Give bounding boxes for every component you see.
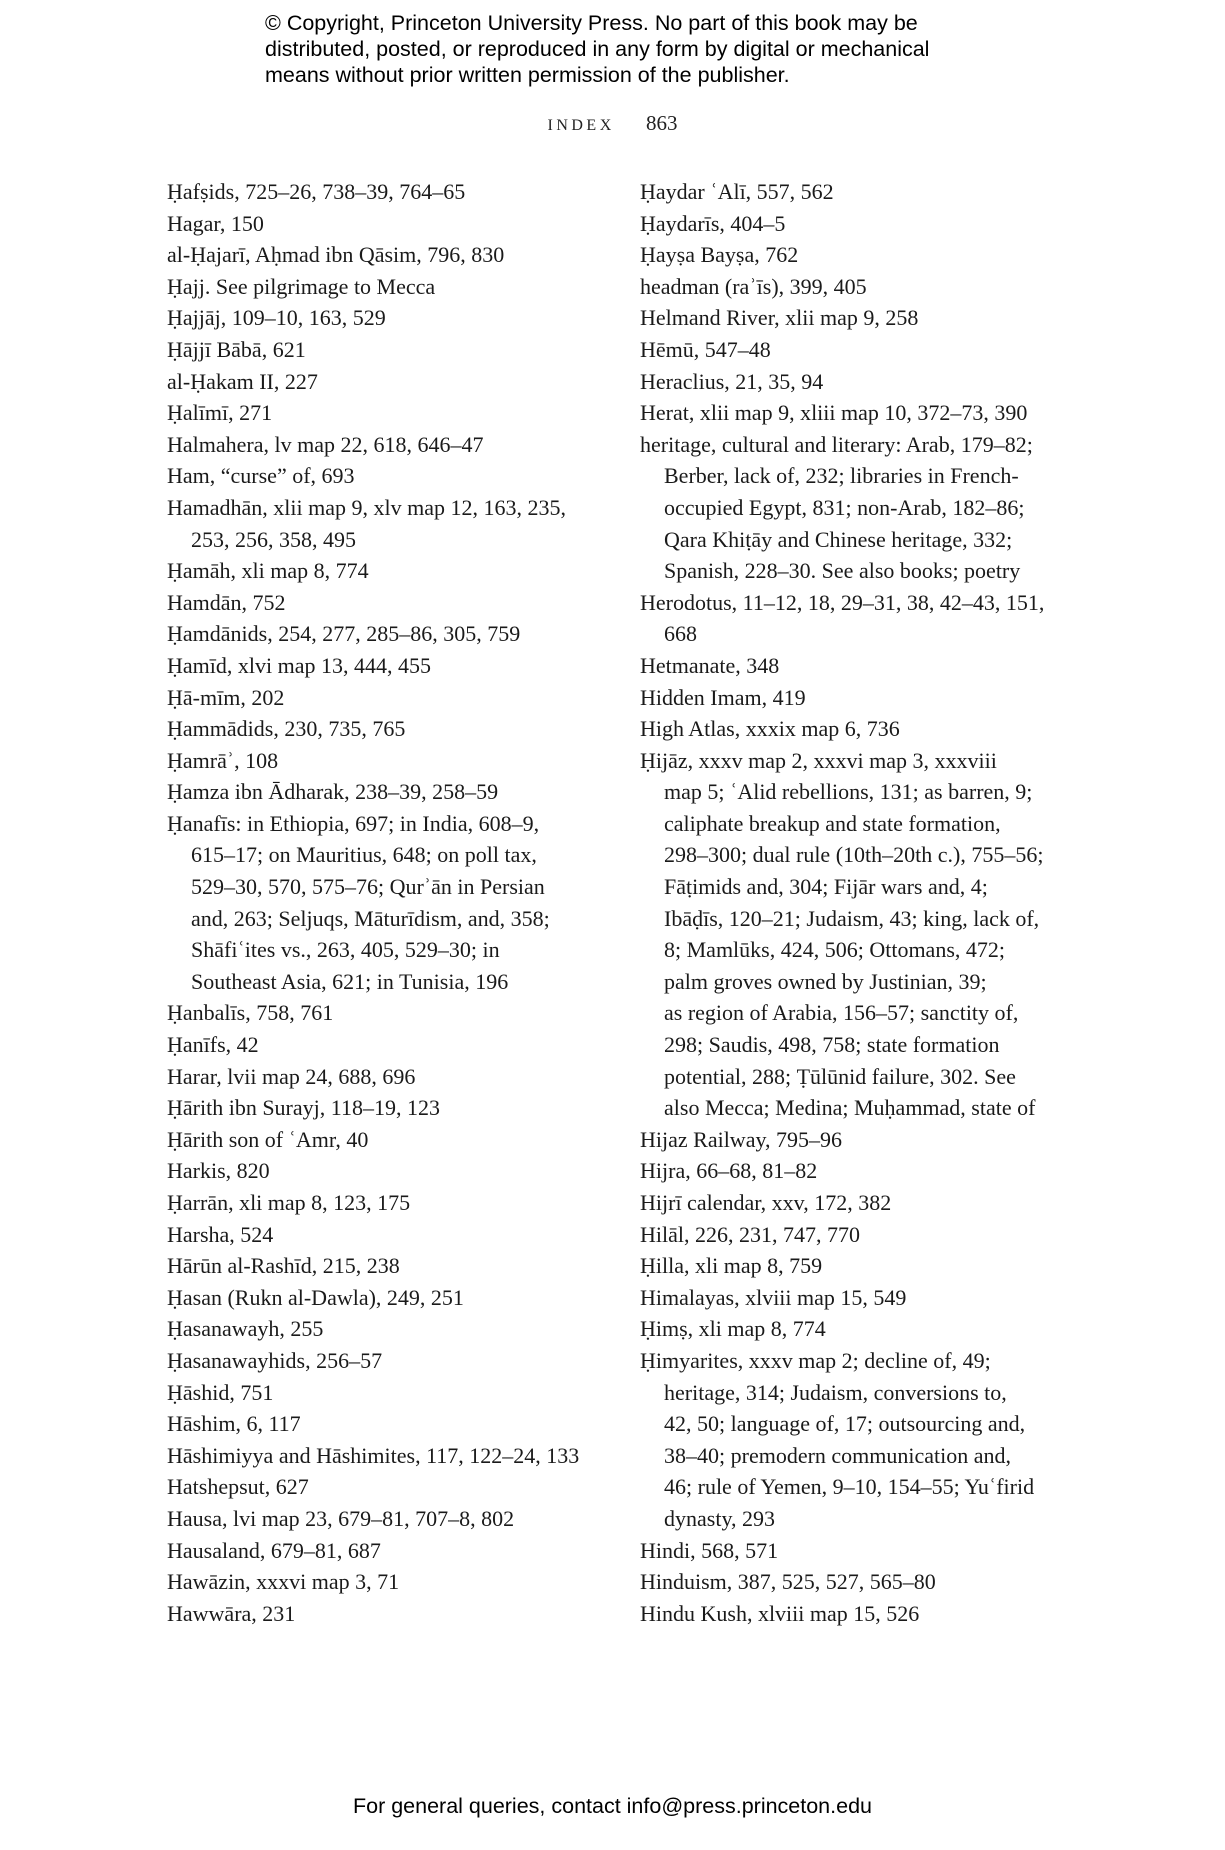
index-entry-line: Hijra, 66–68, 81–82 <box>640 1158 818 1184</box>
index-entry <box>640 208 1080 240</box>
index-entry-line: heritage, 314; Judaism, conversions to, <box>664 1379 1007 1405</box>
index-entry <box>640 429 1080 587</box>
index-entry-line: al-Ḥajarī, Aḥmad ibn Qāsim, 796, 830 <box>167 242 505 268</box>
index-entry <box>640 587 1080 650</box>
index-entry <box>640 239 1080 271</box>
index-entry-line: 529–30, 570, 575–76; Qurʾān in Persian <box>191 874 545 900</box>
index-entry-line: Herat, xlii map 9, xliii map 10, 372–73, 390 <box>640 400 1028 426</box>
index-entry-line: Hausaland, 679–81, 687 <box>167 1537 381 1563</box>
index-entry-line: Ḥanīfs, 42 <box>167 1032 259 1058</box>
index-entry-line: Hidden Imam, 419 <box>640 684 806 710</box>
index-entry-line: Harsha, 524 <box>167 1221 274 1247</box>
index-entry <box>640 682 1080 714</box>
index-entry <box>640 713 1080 745</box>
index-entry-line: as region of Arabia, 156–57; sanctity of, <box>664 1000 1019 1026</box>
index-entry-line: 298–300; dual rule (10th–20th c.), 755–56; <box>664 842 1044 868</box>
index-entry <box>167 1092 597 1124</box>
index-entry <box>640 1535 1080 1567</box>
index-entry-line: Hijrī calendar, xxv, 172, 382 <box>640 1190 892 1215</box>
index-entry-line: Ḥamdānids, 254, 277, 285–86, 305, 759 <box>167 621 521 647</box>
copyright-line: means without prior written permission of the publisher. <box>265 63 790 87</box>
index-column-left <box>167 176 597 1629</box>
index-entry-line: Hamadhān, xlii map 9, xlv map 12, 163, 235, <box>167 494 566 520</box>
index-entry-line: Hawwāra, 231 <box>167 1600 296 1626</box>
index-entry <box>167 1503 597 1535</box>
index-entry <box>640 1155 1080 1187</box>
index-entry-line: palm groves owned by Justinian, 39; <box>664 968 987 994</box>
index-entry-line: 42, 50; language of, 17; outsourcing and, <box>664 1411 1026 1437</box>
index-entry <box>167 492 597 555</box>
index-entry-line: Ḥaydarīs, 404–5 <box>640 210 786 236</box>
index-entry-line: occupied Egypt, 831; non-Arab, 182–86; <box>664 494 1025 520</box>
index-entry-line: Hārūn al-Rashīd, 215, 238 <box>167 1253 400 1279</box>
index-entry-line: 298; Saudis, 498, 758; state formation <box>664 1032 1000 1058</box>
index-entry-line: Hindi, 568, 571 <box>640 1537 779 1563</box>
index-entry-line: Harkis, 820 <box>167 1158 270 1184</box>
index-entry-line: Ḥamrāʾ, 108 <box>167 747 279 773</box>
running-head-label: INDEX <box>547 117 615 134</box>
index-entry <box>640 1313 1080 1345</box>
index-entry <box>167 1187 597 1219</box>
index-entry-line: Hetmanate, 348 <box>640 652 780 678</box>
index-entry-line: Halmahera, lv map 22, 618, 646–47 <box>167 431 484 457</box>
index-entry-line: 615–17; on Mauritius, 648; on poll tax, <box>191 842 537 868</box>
index-entry-line: Ḥalīmī, 271 <box>167 400 273 426</box>
index-entry <box>167 460 597 492</box>
index-entry <box>167 1250 597 1282</box>
index-entry <box>167 776 597 808</box>
index-entry <box>167 1061 597 1093</box>
index-entry-line: 46; rule of Yemen, 9–10, 154–55; Yuʿfirid <box>664 1474 1035 1500</box>
index-entry-line: Ḥayṣa Bayṣa, 762 <box>640 242 799 268</box>
index-entry <box>167 997 597 1029</box>
index-entry <box>167 1377 597 1409</box>
index-entry-line: al-Ḥakam II, 227 <box>167 368 318 394</box>
index-entry-line: Ibāḍīs, 120–21; Judaism, 43; king, lack of, <box>664 905 1040 931</box>
index-entry <box>167 713 597 745</box>
index-entry-line: Hindu Kush, xlviii map 15, 526 <box>640 1600 920 1626</box>
index-entry-line: also Mecca; Medina; Muḥammad, state of <box>664 1095 1036 1121</box>
index-entry <box>167 271 597 303</box>
index-entry <box>640 397 1080 429</box>
index-entry-line: Ḥimyarites, xxxv map 2; decline of, 49; <box>640 1347 991 1373</box>
index-entry <box>167 1535 597 1567</box>
index-entry-line: Ḥārith son of ʿAmr, 40 <box>167 1126 369 1152</box>
index-entry-line: Fāṭimids and, 304; Fijār wars and, 4; <box>664 874 988 900</box>
index-entry-line: Ḥārith ibn Surayj, 118–19, 123 <box>167 1095 440 1121</box>
index-entry-line: Hawāzin, xxxvi map 3, 71 <box>167 1569 400 1595</box>
index-entry <box>167 1345 597 1377</box>
index-entry <box>167 397 597 429</box>
index-entry <box>640 1566 1080 1598</box>
index-entry-line: Helmand River, xlii map 9, 258 <box>640 305 919 331</box>
index-entry-line: Ḥamāh, xli map 8, 774 <box>167 558 369 584</box>
index-entry <box>640 176 1080 208</box>
index-entry-line: Himalayas, xlviii map 15, 549 <box>640 1284 907 1310</box>
index-entry <box>640 1345 1080 1535</box>
index-entry-line: headman (raʾīs), 399, 405 <box>640 273 867 299</box>
index-entry-line: Ḥamīd, xlvi map 13, 444, 455 <box>167 652 431 678</box>
index-entry <box>640 1250 1080 1282</box>
index-entry <box>167 555 597 587</box>
running-head <box>0 110 1225 139</box>
index-entry <box>167 366 597 398</box>
index-entry-line: Spanish, 228–30. See also books; poetry <box>664 558 1021 584</box>
index-column-right <box>640 176 1080 1629</box>
index-entry-line: Harar, lvii map 24, 688, 696 <box>167 1063 416 1089</box>
index-entry-line: Ḥamza ibn Ādharak, 238–39, 258–59 <box>167 779 499 805</box>
index-entry <box>167 1155 597 1187</box>
index-entry-line: Southeast Asia, 621; in Tunisia, 196 <box>191 968 509 994</box>
index-entry <box>167 1282 597 1314</box>
index-entry-line: map 5; ʿAlid rebellions, 131; as barren, 9; <box>664 779 1033 805</box>
index-entry <box>167 334 597 366</box>
copyright-notice <box>265 10 1025 88</box>
index-entry-line: Hijaz Railway, 795–96 <box>640 1126 843 1152</box>
index-entry <box>167 1124 597 1156</box>
index-entry <box>640 302 1080 334</box>
index-entry <box>640 1282 1080 1314</box>
index-entry-line: Ḥijāz, xxxv map 2, xxxvi map 3, xxxviii <box>640 747 997 773</box>
index-entry-line: Ḥimṣ, xli map 8, 774 <box>640 1316 826 1342</box>
footer-contact: For general queries, contact info@press.princeton.edu <box>352 1794 872 1818</box>
index-entry <box>167 1598 597 1630</box>
index-entry-line: Berber, lack of, 232; libraries in French- <box>664 463 1019 489</box>
index-entry-line: 8; Mamlūks, 424, 506; Ottomans, 472; <box>664 937 1005 963</box>
index-entry <box>640 334 1080 366</box>
index-entry-line: Ḥājjī Bābā, 621 <box>167 336 306 362</box>
index-entry-line: Hagar, 150 <box>167 210 264 236</box>
index-entry-line: Ḥāshid, 751 <box>167 1379 274 1405</box>
copyright-line: distributed, posted, or reproduced in any form by digital or mechanical <box>265 37 930 61</box>
index-entry-line: Ḥanafīs: in Ethiopia, 697; in India, 608–9, <box>167 810 540 836</box>
index-entry-line: Ḥammādids, 230, 735, 765 <box>167 716 406 742</box>
index-entry <box>167 1408 597 1440</box>
index-entry <box>167 239 597 271</box>
index-entry-line: potential, 288; Ṭūlūnid failure, 302. See <box>664 1063 1016 1089</box>
index-entry <box>167 1029 597 1061</box>
index-entry <box>167 1440 597 1472</box>
index-entry-line: Ḥafṣids, 725–26, 738–39, 764–65 <box>167 179 466 204</box>
index-entry-line: Ḥasanawayhids, 256–57 <box>167 1347 383 1373</box>
index-entry-line: Ḥilla, xli map 8, 759 <box>640 1253 823 1279</box>
index-entry-line: Hausa, lvi map 23, 679–81, 707–8, 802 <box>167 1505 515 1531</box>
index-entry <box>167 302 597 334</box>
index-entry <box>167 429 597 461</box>
index-entry <box>167 1219 597 1251</box>
index-entry-line: Hāshim, 6, 117 <box>167 1411 301 1437</box>
index-entry-line: Ḥajj. See pilgrimage to Mecca <box>167 273 436 299</box>
index-entry <box>167 208 597 240</box>
index-entry-line: Ḥanbalīs, 758, 761 <box>167 1000 334 1026</box>
index-entry-line: and, 263; Seljuqs, Māturīdism, and, 358; <box>191 905 550 931</box>
page-number: 863 <box>646 111 678 135</box>
index-entry <box>167 1313 597 1345</box>
index-entry-line: Ḥajjāj, 109–10, 163, 529 <box>167 305 386 331</box>
index-entry-line: Ham, “curse” of, 693 <box>167 463 355 489</box>
index-entry <box>640 1219 1080 1251</box>
index-entry <box>167 745 597 777</box>
index-entry-line: Hēmū, 547–48 <box>640 336 771 362</box>
index-entry-line: Hatshepsut, 627 <box>167 1474 309 1500</box>
index-entry <box>640 1124 1080 1156</box>
index-entry <box>640 1187 1080 1219</box>
index-entry <box>167 1566 597 1598</box>
index-entry-line: Qara Khiṭāy and Chinese heritage, 332; <box>664 526 1013 552</box>
index-entry <box>167 587 597 619</box>
index-entry <box>640 650 1080 682</box>
index-entry-line: Ḥarrān, xli map 8, 123, 175 <box>167 1190 411 1215</box>
index-entry-line: dynasty, 293 <box>664 1505 776 1531</box>
index-entry-line: 38–40; premodern communication and, <box>664 1442 1012 1468</box>
index-entry-line: Hinduism, 387, 525, 527, 565–80 <box>640 1569 936 1595</box>
index-entry <box>167 618 597 650</box>
index-entry-line: 253, 256, 358, 495 <box>191 526 356 552</box>
index-entry-line: Hilāl, 226, 231, 747, 770 <box>640 1221 860 1247</box>
index-entry-line: Ḥaydar ʿAlī, 557, 562 <box>640 179 834 204</box>
index-entry <box>640 1598 1080 1630</box>
index-entry <box>640 745 1080 1124</box>
index-entry <box>167 176 597 208</box>
index-entry-line: 668 <box>664 621 697 647</box>
index-entry <box>640 271 1080 303</box>
copyright-line: © Copyright, Princeton University Press. No part of this book may be <box>265 11 918 35</box>
index-entry-line: Ḥā-mīm, 202 <box>167 684 285 710</box>
index-entry-line: Hāshimiyya and Hāshimites, 117, 122–24, 133 <box>167 1442 580 1468</box>
index-entry-line: heritage, cultural and literary: Arab, 179–82; <box>640 431 1033 457</box>
index-entry-line: Heraclius, 21, 35, 94 <box>640 368 824 394</box>
index-entry <box>167 808 597 998</box>
index-entry-line: Ḥasanawayh, 255 <box>167 1316 324 1342</box>
index-entry-line: High Atlas, xxxix map 6, 736 <box>640 716 900 742</box>
index-entry-line: Herodotus, 11–12, 18, 29–31, 38, 42–43, 151, <box>640 589 1045 615</box>
index-entry-line: Hamdān, 752 <box>167 589 286 615</box>
index-entry <box>167 650 597 682</box>
index-entry-line: Ḥasan (Rukn al-Dawla), 249, 251 <box>167 1284 464 1310</box>
index-entry <box>167 682 597 714</box>
index-entry-line: Shāfiʿites vs., 263, 405, 529–30; in <box>191 937 500 963</box>
index-entry-line: caliphate breakup and state formation, <box>664 810 1001 836</box>
index-entry <box>167 1471 597 1503</box>
index-entry <box>640 366 1080 398</box>
